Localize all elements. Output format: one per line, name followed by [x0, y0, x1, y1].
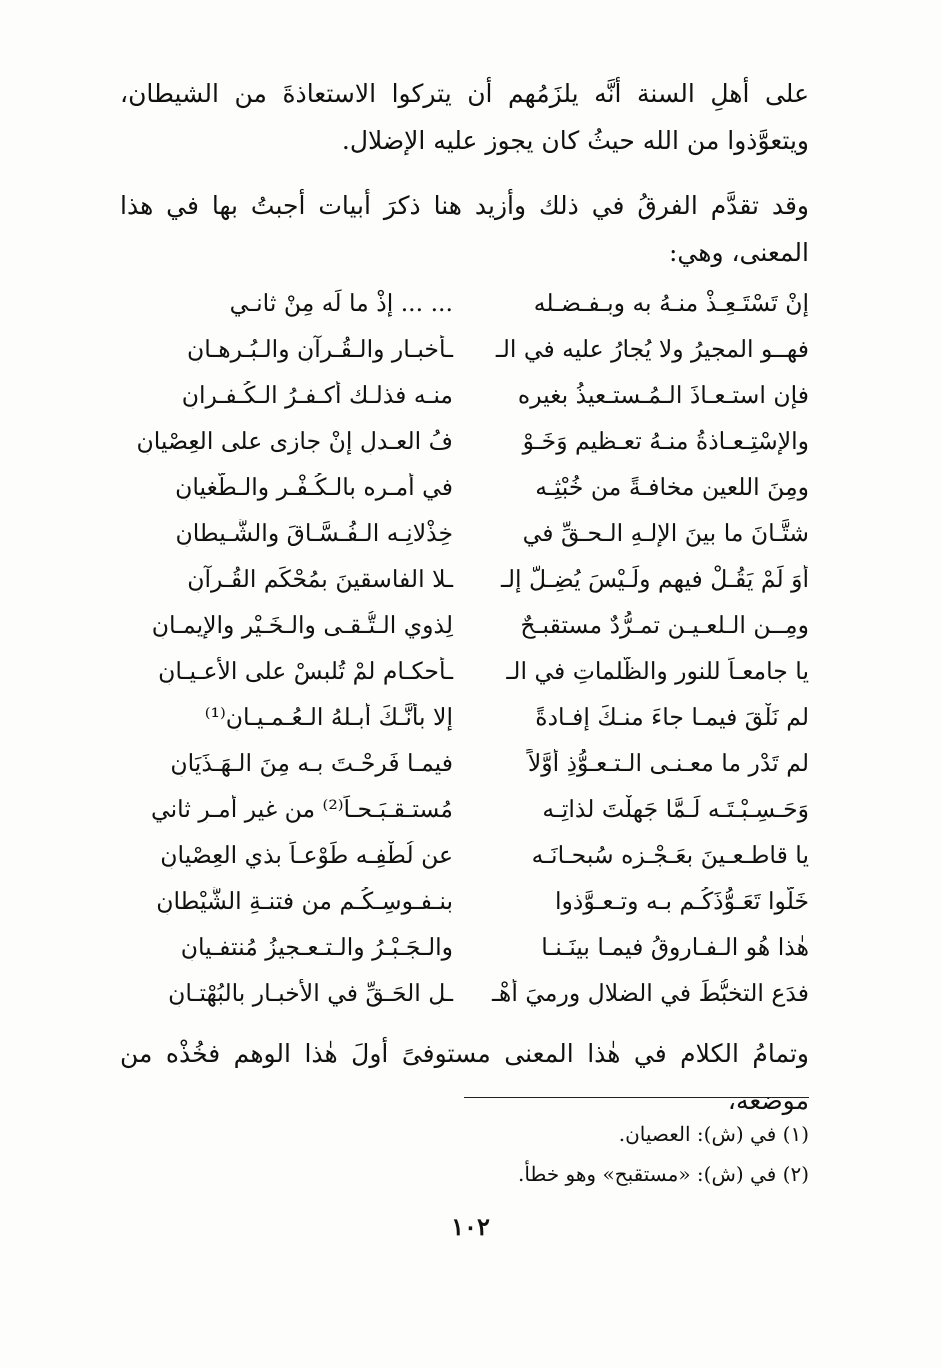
page-number: ١٠٢ — [451, 1212, 490, 1241]
verse-line — [125, 740, 809, 786]
verse-line — [125, 464, 809, 510]
verse-first-hemistich: فإن استـعـاذَ الـمُـستـعيذُ بغيره — [517, 381, 809, 409]
verse-first-hemistich: خَلُّوا تَعَـوُّذَكُـم بـه وتـعـوَّذوا — [555, 887, 809, 915]
verse-first-hemistich: فدَعِ التخبُّطَ في الضلالِ ورميَ أهْـ — [492, 979, 809, 1007]
verse-second-hemistich: بنـفـوسِـكُـم من فتنـةِ الشَّيْطانِ — [156, 887, 453, 915]
verse-line — [125, 924, 809, 970]
verse-first-hemistich: أوَ لَمْ يَقُـلْ فيهم ولَـيْسَ يُضِـلُّ إلـ — [500, 565, 809, 593]
verse-first-hemistich: والإسْتِـعـاذةُ منـهُ تعـظيم وَخَـوْ — [522, 427, 809, 455]
verse-line — [125, 372, 809, 418]
verse-second-hemistich: لِذوي الـتُّـقـى والـخَـيْرِ والإيمـانِ — [151, 611, 453, 639]
verse-line — [125, 786, 809, 832]
verse-first-hemistich: وَحَـسِـبْـتَـه لَـمَّا جَهِلْتَ لذاتِـه — [542, 795, 809, 823]
verse-second-hemistich: ـلِ الحَـقِّ في الأخبـارِ بالبُهْتـانِ — [168, 979, 453, 1007]
paragraph-closing: وتمامُ الكلام في هٰذا المعنى مستوفىً أولَ هٰذا الوهم فخُذْه من موضعه، — [120, 1039, 809, 1115]
verse-first-hemistich: فهــو المجيرُ ولا يُجارُ عليه في الـ — [495, 335, 809, 363]
verse-second-hemistich: منـه فذلـك أكـفـرُ الـكُـفـرانِ — [181, 381, 453, 409]
verse-line — [125, 694, 809, 740]
verse-second-hemistich: في أمـرِه بالـكُـفْـرِ والـطُّغيانِ — [175, 473, 453, 501]
verse-line — [125, 418, 809, 464]
verse-first-hemistich: يا قاطـعـينَ بعَـجْـزِه سُبحـانَـه — [531, 841, 809, 869]
verse-second-hemistich: ـأحكـامِ لمْ تُلبسْ على الأعـيـانِ — [158, 657, 453, 685]
verse-line — [125, 602, 809, 648]
verse-first-hemistich: ومِــن الـلعـيـن تمـرُّدٌ مستقبـحٌ — [520, 611, 809, 639]
verse-line — [125, 556, 809, 602]
verse-second-hemistich: والـجَـبْـرُ والـتـعـجيزُ مُنتفـيانِ — [180, 933, 453, 961]
verse-second-hemistich: فُ العـدلِ إنْ جازى على العِصْيانِ — [136, 427, 453, 455]
paragraph-intro: على أهلِ السنة أنَّه يلزَمُهم أن يتركوا الاستعاذةَ من الشيطان، ويتعوَّذوا من الله حيثُ كان يجوز عليه الإضلال. — [120, 79, 809, 155]
verse-second-hemistich: ... ... إذْ ما لَه مِنْ ثانـي — [229, 289, 453, 317]
poem — [125, 280, 809, 1016]
verse-first-hemistich: شتَّـانَ ما بينَ الإلـهِ الـحـقِّ في — [522, 519, 809, 547]
verse-second-hemistich: خِذْلانِـه الـفُـسَّـاقَ والشَّـيطانِ — [175, 519, 453, 547]
verse-first-hemistich: هٰذا هُو الـفـاروقُ فيمـا بينَـنـا — [541, 933, 809, 961]
verse-second-hemistich: عن لُطْفِـه طَوْعـاً بذي العِصْيانِ — [160, 841, 453, 869]
verse-line — [125, 648, 809, 694]
verse-second-hemistich: فيمـا فَرِحْـتَ بـه مِنَ الـهَـذَيَانِ — [170, 749, 453, 777]
verse-second-hemistich: ـلا الفاسقينَ بمُحْكَمِ القُـرآنِ — [187, 565, 453, 593]
verse-first-hemistich: يا جامعـاً للنورِ والظُّلماتِ في الـ — [506, 657, 809, 685]
verse-line — [125, 280, 809, 326]
verse-first-hemistich: لم نَلْقَ فيمـا جاءَ منـكَ إفـادةً — [535, 703, 809, 731]
footnote-divider — [464, 1097, 809, 1098]
verse-line — [125, 832, 809, 878]
verse-second-hemistich: إلا بأنَّـكَ أبـلهُ الـعُـمـيـانِ⁽¹⁾ — [204, 703, 453, 731]
paragraph-verses-lead: وقد تقدَّم الفرقُ في ذلك وأزيد هنا ذكرَ أبيات أجبتُ بها في هذا المعنى، وهي: — [120, 191, 809, 267]
verse-first-hemistich: لم تَدْرِ ما معـنـى الـتـعـوُّذِ أوَّلاً — [527, 749, 809, 777]
footnote-2: (٢) في (ش): «مستقبح» وهو خطأ. — [517, 1162, 809, 1186]
verse-line — [125, 326, 809, 372]
verse-second-hemistich: مُستـقـبَـحـاً⁽²⁾ من غير أمـرٍ ثاني — [151, 795, 453, 823]
verse-line — [125, 970, 809, 1016]
verse-first-hemistich: إنْ تَسْتَـعِـذْ منـهُ به وبـفـضـله — [533, 289, 809, 317]
verse-line — [125, 878, 809, 924]
verse-first-hemistich: ومِنَ اللعينِ مخافـةً من خُبْثِـه — [535, 473, 809, 501]
verse-second-hemistich: ـأخبـار والـقُـرآنِ والـبُـرهـانِ — [186, 335, 453, 363]
footnote-1: (١) في (ش): العصيان. — [618, 1122, 809, 1146]
verse-line — [125, 510, 809, 556]
